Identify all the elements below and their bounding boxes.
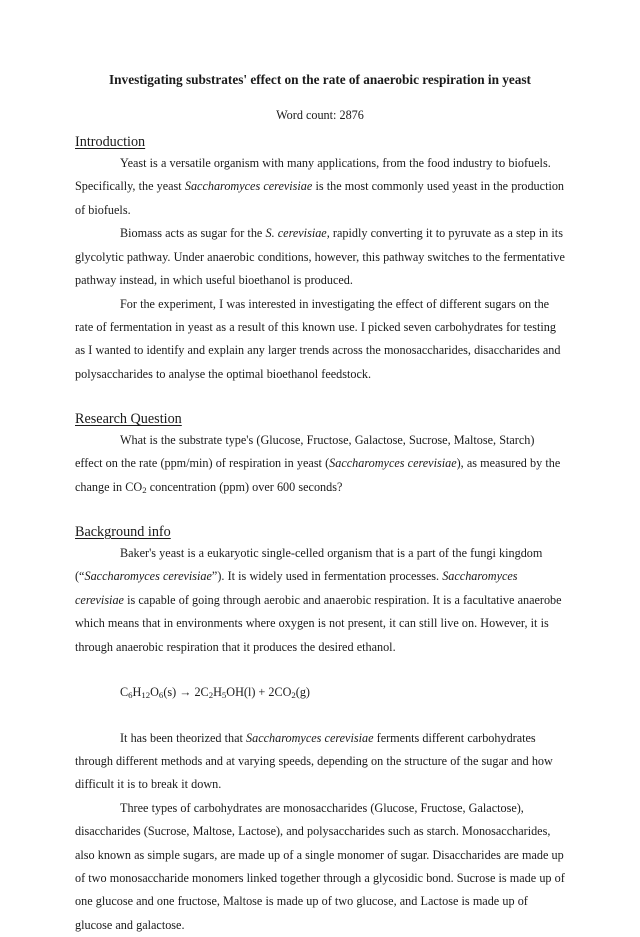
section-research-question	[75, 411, 565, 499]
paragraph-background-2: It has been theorized that Saccharomyces cerevisiae ferments different carbohydrates through different methods and at varying speeds, depending on the structure of the sugar and how difficult it is to break it down.	[75, 730, 553, 792]
page-title: Investigating substrates' effect on the rate of anaerobic respiration in yeast	[109, 72, 531, 87]
section-heading-research-question: Research Question	[75, 411, 182, 428]
section-background-info	[75, 524, 565, 937]
section-heading-background-info: Background info	[75, 524, 171, 541]
word-count-line: Word count: 2876	[276, 107, 364, 122]
paragraph-background-3: Three types of carbohydrates are monosaccharides (Glucose, Fructose, Galactose), disaccharides (Sucrose, Maltose, Lactose), and polysaccharides such as starch. Monosaccharides, also known as simple sugars, are made up of a single monomer of sugar. Disaccharides are made up of two monosaccharide monomers linked together through a glycosidic bond. Sucrose is made up of one glucose and one fructose, Maltose is made up of two glucose, and Lactose is made up of glucose and galactose.	[75, 800, 565, 932]
section-heading-introduction: Introduction	[75, 134, 146, 151]
section-introduction	[75, 134, 565, 386]
paragraph-intro-3: For the experiment, I was interested in investigating the effect of different sugars on the rate of fermentation in yeast as a result of this known use. I picked seven carbohydrates for testing as I wanted to identify and explain any larger trends across the monosaccharides, disaccharides and polysaccharides to analyse the optimal bioethanol feedstock.	[75, 296, 561, 381]
fermentation-equation: $C_6H_{12}O_6(s) \to 2C_2H_5OH(l) + 2CO_2(g)$	[120, 685, 310, 701]
paragraph-background-1: Baker's yeast is a eukaryotic single-celled organism that is a part of the fungi kingdom (“Saccharomyces cerevisiae”). It is widely used in fermentation processes. Saccharomyces cerevisiae is capable of going through aerobic and anaerobic respiration. It is a facultative anaerobe which means that in environments where oxygen is not present, it can still live on. However, it is through anaerobic respiration that it produces the desired ethanol.	[75, 545, 562, 654]
paragraph-intro-2: Biomass acts as sugar for the S. cerevisiae, rapidly converting it to pyruvate as a step in its glycolytic pathway. Under anaerobic conditions, however, this pathway switches to the fermentative pathway instead, in which useful bioethanol is produced.	[75, 226, 565, 288]
paragraph-research-question: What is the substrate type's (Glucose, Fructose, Galactose, Sucrose, Maltose, Starch) effect on the rate (ppm/min) of respiration in yeast (Saccharomyces cerevisiae), as measured by the change in $CO_2$ concentration (ppm) over 600 seconds?	[75, 432, 561, 495]
paragraph-intro-1: Yeast is a versatile organism with many applications, from the food industry to biofuels. Specifically, the yeast Saccharomyces cerevisiae is the most commonly used yeast in the production of biofuels.	[75, 156, 565, 217]
